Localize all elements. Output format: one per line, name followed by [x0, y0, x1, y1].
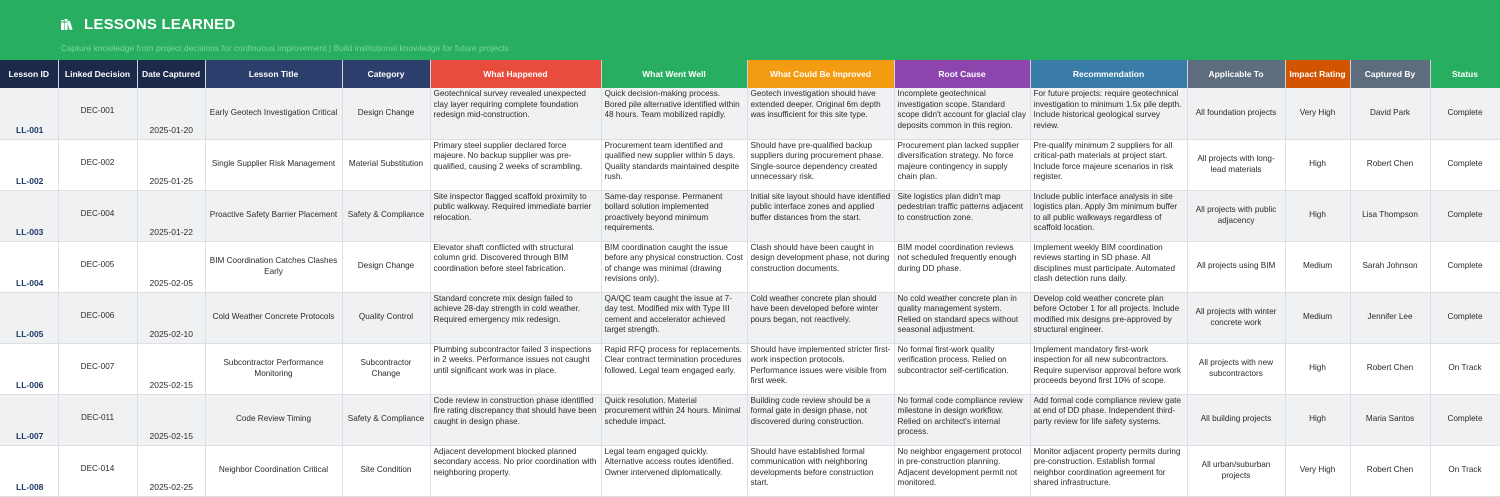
cell-well[interactable]	[601, 343, 747, 394]
lesson-id: LL-003	[16, 226, 44, 237]
cell-happened-text: Plumbing subcontractor failed 3 inspections in 2 weeks. Performance issues not caught until significant work was in place.	[433, 344, 592, 375]
table-row[interactable]	[0, 445, 1500, 496]
cell-id[interactable]	[0, 241, 58, 292]
cell-improve[interactable]	[747, 394, 894, 445]
cell-category[interactable]: Design Change	[342, 88, 430, 139]
cell-id[interactable]	[0, 88, 58, 139]
cell-impact[interactable]: High	[1285, 343, 1350, 394]
cell-status[interactable]: On Track	[1430, 445, 1500, 496]
cell-title[interactable]: Code Review Timing	[205, 394, 342, 445]
cell-recommendation-text: Implement weekly BIM coordination reviews starting in SD phase. All disciplines must participate. Automated clash detection runs daily.	[1033, 242, 1176, 284]
cell-recommendation-text: Pre-qualify minimum 2 suppliers for all critical-path materials at project start. Include force majeure scenarios in risk register.	[1033, 140, 1174, 182]
cell-improve[interactable]	[747, 139, 894, 190]
cell-root[interactable]	[894, 394, 1030, 445]
cell-status[interactable]: Complete	[1430, 241, 1500, 292]
cell-title[interactable]: Neighbor Coordination Critical	[205, 445, 342, 496]
cell-happened[interactable]	[430, 445, 601, 496]
cell-improve[interactable]	[747, 88, 894, 139]
cell-recommendation[interactable]	[1030, 88, 1187, 139]
header-banner	[0, 0, 1500, 60]
cell-decision[interactable]: DEC-014	[58, 445, 137, 496]
table-row[interactable]	[0, 292, 1500, 343]
cell-captured-by[interactable]: Lisa Thompson	[1350, 190, 1430, 241]
cell-id[interactable]	[0, 343, 58, 394]
cell-applicable[interactable]: All projects with winter concrete work	[1187, 292, 1285, 343]
cell-title[interactable]: Early Geotech Investigation Critical	[205, 88, 342, 139]
column-header-recommendation[interactable]: Recommendation	[1030, 60, 1187, 88]
cell-applicable[interactable]: All building projects	[1187, 394, 1285, 445]
cell-root-text: Site logistics plan didn't map pedestrian traffic patterns adjacent to construction zone.	[897, 191, 1023, 222]
column-header-happened[interactable]: What Happened	[430, 60, 601, 88]
cell-improve[interactable]	[747, 343, 894, 394]
cell-recommendation-text: Include public interface analysis in site logistics plan. Apply 3m minimum buffer to all public walkways regardless of scaffold location.	[1033, 191, 1178, 233]
cell-well[interactable]	[601, 241, 747, 292]
cell-decision[interactable]: DEC-004	[58, 190, 137, 241]
cell-happened[interactable]	[430, 88, 601, 139]
cell-captured-by[interactable]: Robert Chen	[1350, 445, 1430, 496]
cell-decision[interactable]: DEC-002	[58, 139, 137, 190]
lesson-id: LL-007	[16, 430, 44, 441]
cell-captured-by[interactable]: Robert Chen	[1350, 139, 1430, 190]
cell-well-text: BIM coordination caught the issue before any physical construction. Cost of change was minimal (drawing revisions only).	[604, 242, 743, 284]
cell-date[interactable]	[137, 343, 205, 394]
lesson-id: LL-006	[16, 379, 44, 390]
lessons-table	[0, 60, 1500, 497]
cell-improve[interactable]	[747, 241, 894, 292]
cell-well[interactable]	[601, 190, 747, 241]
cell-impact[interactable]: High	[1285, 394, 1350, 445]
cell-recommendation-text: Implement mandatory first-work inspection for all new subcontractors. Require supervisor approval before work proceeds beyond first 10% of scope.	[1033, 344, 1181, 386]
cell-id[interactable]	[0, 292, 58, 343]
cell-recommendation[interactable]	[1030, 292, 1187, 343]
cell-decision[interactable]: DEC-005	[58, 241, 137, 292]
cell-date[interactable]	[137, 292, 205, 343]
cell-captured-by[interactable]: Sarah Johnson	[1350, 241, 1430, 292]
cell-root[interactable]	[894, 88, 1030, 139]
cell-recommendation[interactable]	[1030, 394, 1187, 445]
cell-status[interactable]: On Track	[1430, 343, 1500, 394]
cell-recommendation-text: Monitor adjacent property permits during pre-construction. Establish formal neighbor coordination agreement for shared infrastructure.	[1033, 446, 1181, 488]
cell-status[interactable]: Complete	[1430, 394, 1500, 445]
table-row[interactable]	[0, 343, 1500, 394]
cell-decision[interactable]: DEC-006	[58, 292, 137, 343]
cell-happened[interactable]	[430, 394, 601, 445]
cell-category[interactable]: Safety & Compliance	[342, 190, 430, 241]
cell-improve[interactable]	[747, 190, 894, 241]
cell-happened-text: Primary steel supplier declared force majeure. No backup supplier was pre-qualified, causing 2 weeks of scrambling.	[433, 140, 583, 171]
cell-title[interactable]: Cold Weather Concrete Protocols	[205, 292, 342, 343]
cell-id[interactable]	[0, 394, 58, 445]
cell-title[interactable]: Single Supplier Risk Management	[205, 139, 342, 190]
cell-recommendation-text: Develop cold weather concrete plan before October 1 for all projects. Include modified mix designs pre-approved by structural engineer.	[1033, 293, 1180, 335]
cell-captured-by[interactable]: Maria Santos	[1350, 394, 1430, 445]
cell-date[interactable]	[137, 241, 205, 292]
cell-improve-text: Should have implemented stricter first-work inspection protocols. Performance issues were visible from first week.	[750, 344, 891, 386]
cell-applicable[interactable]: All projects using BIM	[1187, 241, 1285, 292]
cell-category[interactable]: Safety & Compliance	[342, 394, 430, 445]
cell-root-text: No neighbor engagement protocol in pre-construction planning. Adjacent development permit not monitored.	[897, 446, 1022, 488]
lesson-id: LL-001	[16, 124, 44, 135]
cell-happened[interactable]	[430, 343, 601, 394]
cell-impact[interactable]: Medium	[1285, 241, 1350, 292]
cell-improve-text: Building code review should be a formal gate in design phase, not discovered during construction.	[750, 395, 871, 426]
cell-id[interactable]	[0, 139, 58, 190]
date-captured: 2025-01-20	[149, 124, 193, 135]
cell-happened-text: Elevator shaft conflicted with structural column grid. Discovered through BIM coordination before steel fabrication.	[433, 242, 574, 273]
cell-improve-text: Initial site layout should have identified public interface zones and applied buffer distances from the start.	[750, 191, 891, 222]
date-captured: 2025-01-22	[149, 226, 193, 237]
cell-root-text: Procurement plan lacked supplier diversification strategy. No force majeure contingency in supply chain plan.	[897, 140, 1020, 182]
cell-well-text: Quick decision-making process. Bored pile alternative identified within 48 hours. Team mobilized rapidly.	[604, 89, 740, 120]
page-title-text: LESSONS LEARNED	[84, 15, 236, 33]
table-row[interactable]	[0, 139, 1500, 190]
cell-recommendation[interactable]	[1030, 139, 1187, 190]
column-header-title[interactable]: Lesson Title	[205, 60, 342, 88]
cell-decision[interactable]: DEC-011	[58, 394, 137, 445]
cell-status[interactable]: Complete	[1430, 139, 1500, 190]
column-header-improve[interactable]: What Could Be Improved	[747, 60, 894, 88]
cell-impact[interactable]: High	[1285, 139, 1350, 190]
cell-id[interactable]	[0, 445, 58, 496]
cell-applicable[interactable]: All projects with long-lead materials	[1187, 139, 1285, 190]
cell-happened-text: Adjacent development blocked planned secondary access. No prior coordination with neighboring property.	[433, 446, 597, 477]
cell-root[interactable]	[894, 139, 1030, 190]
cell-well-text: QA/QC team caught the issue at 7-day test. Modified mix with Type III cement and accelerator achieved target strength.	[604, 293, 732, 335]
cell-impact[interactable]: Very High	[1285, 445, 1350, 496]
table-row[interactable]	[0, 190, 1500, 241]
table-row[interactable]	[0, 394, 1500, 445]
column-header-category[interactable]: Category	[342, 60, 430, 88]
date-captured: 2025-01-25	[149, 175, 193, 186]
cell-decision[interactable]: DEC-001	[58, 88, 137, 139]
cell-improve-text: Geotech investigation should have extended deeper. Original 6m depth was insufficient for this site type.	[750, 89, 881, 120]
cell-happened[interactable]	[430, 139, 601, 190]
cell-status[interactable]: Complete	[1430, 88, 1500, 139]
cell-category[interactable]: Design Change	[342, 241, 430, 292]
cell-id[interactable]	[0, 190, 58, 241]
cell-well[interactable]	[601, 139, 747, 190]
cell-recommendation[interactable]	[1030, 190, 1187, 241]
cell-well-text: Procurement team identified and qualified new supplier within 5 days. Quality standards maintained despite rush.	[604, 140, 740, 182]
date-captured: 2025-02-05	[149, 277, 193, 288]
column-header-status[interactable]: Status	[1430, 60, 1500, 88]
cell-well-text: Legal team engaged quickly. Alternative access routes identified. Owner intervened diplomatically.	[604, 446, 734, 477]
date-captured: 2025-02-25	[149, 481, 193, 492]
cell-recommendation-text: Add formal code compliance review gate at end of DD phase. Independent third-party review for life safety systems.	[1033, 395, 1181, 426]
cell-well[interactable]	[601, 394, 747, 445]
column-header-date[interactable]: Date Captured	[137, 60, 205, 88]
cell-recommendation[interactable]	[1030, 445, 1187, 496]
cell-root[interactable]	[894, 343, 1030, 394]
cell-happened-text: Site inspector flagged scaffold proximity to public walkway. Required immediate barrier relocation.	[433, 191, 592, 222]
cell-happened-text: Code review in construction phase identified fire rating discrepancy that should have been caught in design phase.	[433, 395, 597, 426]
page-title	[61, 13, 235, 35]
cell-date[interactable]	[137, 139, 205, 190]
column-header-applicable[interactable]: Applicable To	[1187, 60, 1285, 88]
cell-captured-by[interactable]: Robert Chen	[1350, 343, 1430, 394]
lesson-id: LL-008	[16, 481, 44, 492]
cell-well[interactable]	[601, 88, 747, 139]
cell-root-text: BIM model coordination reviews not scheduled frequently enough during DD phase.	[897, 242, 1017, 273]
cell-captured-by[interactable]: David Park	[1350, 88, 1430, 139]
cell-decision[interactable]: DEC-007	[58, 343, 137, 394]
table-body	[0, 88, 1500, 496]
column-header-impact[interactable]: Impact Rating	[1285, 60, 1350, 88]
cell-applicable[interactable]: All foundation projects	[1187, 88, 1285, 139]
cell-impact[interactable]: High	[1285, 190, 1350, 241]
cell-happened[interactable]	[430, 190, 601, 241]
cell-applicable[interactable]: All projects with public adjacency	[1187, 190, 1285, 241]
cell-improve[interactable]	[747, 445, 894, 496]
cell-root[interactable]	[894, 445, 1030, 496]
cell-root[interactable]	[894, 190, 1030, 241]
lesson-id: LL-004	[16, 277, 44, 288]
cell-category[interactable]: Site Condition	[342, 445, 430, 496]
cell-category[interactable]: Quality Control	[342, 292, 430, 343]
cell-recommendation-text: For future projects: require geotechnical investigation to minimum 1.5x pile depth. Include historical geological survey review.	[1033, 89, 1182, 130]
cell-root-text: No cold weather concrete plan in quality management system. Relied on standard specs without seasonal adjustment.	[897, 293, 1019, 335]
date-captured: 2025-02-15	[149, 379, 193, 390]
table-row[interactable]	[0, 88, 1500, 139]
cell-root-text: No formal code compliance review milestone in design workflow. Relied on architect's internal process.	[897, 395, 1023, 437]
cell-title[interactable]: BIM Coordination Catches Clashes Early	[205, 241, 342, 292]
cell-happened[interactable]	[430, 241, 601, 292]
cell-recommendation[interactable]	[1030, 343, 1187, 394]
cell-well-text: Same-day response. Permanent bollard solution implemented proactively beyond minimum requirements.	[604, 191, 723, 233]
cell-root-text: No formal first-work quality verification process. Relied on subcontractor self-certification.	[897, 344, 1009, 375]
cell-root[interactable]	[894, 292, 1030, 343]
cell-well-text: Quick resolution. Material procurement within 24 hours. Minimal schedule impact.	[604, 395, 741, 426]
cell-applicable[interactable]: All projects with new subcontractors	[1187, 343, 1285, 394]
lesson-id: LL-005	[16, 328, 44, 339]
cell-status[interactable]: Complete	[1430, 190, 1500, 241]
date-captured: 2025-02-10	[149, 328, 193, 339]
column-header-root[interactable]: Root Cause	[894, 60, 1030, 88]
table-row[interactable]	[0, 241, 1500, 292]
cell-status[interactable]: Complete	[1430, 292, 1500, 343]
cell-date[interactable]	[137, 394, 205, 445]
cell-title[interactable]: Proactive Safety Barrier Placement	[205, 190, 342, 241]
cell-improve-text: Should have pre-qualified backup suppliers during procurement phase. Single-source dependency created unnecessary risk.	[750, 140, 884, 182]
lesson-id: LL-002	[16, 175, 44, 186]
books-icon	[61, 19, 75, 30]
cell-captured-by[interactable]: Jennifer Lee	[1350, 292, 1430, 343]
cell-improve-text: Clash should have been caught in design development phase, not during construction documents.	[750, 242, 890, 273]
cell-category[interactable]: Material Substitution	[342, 139, 430, 190]
cell-date[interactable]	[137, 88, 205, 139]
cell-title[interactable]: Subcontractor Performance Monitoring	[205, 343, 342, 394]
cell-improve-text: Cold weather concrete plan should have been developed before winter pours began, not reactively.	[750, 293, 879, 324]
cell-improve-text: Should have established formal communication with neighboring developments before construction start.	[750, 446, 874, 488]
cell-date[interactable]	[137, 445, 205, 496]
cell-well[interactable]	[601, 445, 747, 496]
cell-recommendation[interactable]	[1030, 241, 1187, 292]
cell-well-text: Rapid RFQ process for replacements. Clear contract termination procedures followed. Legal team engaged early.	[604, 344, 742, 375]
column-header-captured-by[interactable]: Captured By	[1350, 60, 1430, 88]
cell-happened-text: Standard concrete mix design failed to achieve 28-day strength in cold weather. Required emergency mix redesign.	[433, 293, 581, 324]
cell-root-text: Incomplete geotechnical investigation scope. Standard scope didn't account for glacial clay deposits common in this region.	[897, 89, 1027, 130]
date-captured: 2025-02-15	[149, 430, 193, 441]
cell-applicable[interactable]: All urban/suburban projects	[1187, 445, 1285, 496]
cell-happened[interactable]	[430, 292, 601, 343]
page-subtitle: Capture knowledge from project decisions for continuous improvement | Build institutional knowledge for future projects	[61, 43, 509, 53]
cell-impact[interactable]: Medium	[1285, 292, 1350, 343]
table-header-row	[0, 60, 1500, 88]
cell-happened-text: Geotechnical survey revealed unexpected clay layer requiring complete foundation redesign mid-construction.	[433, 89, 586, 120]
cell-well[interactable]	[601, 292, 747, 343]
cell-improve[interactable]	[747, 292, 894, 343]
cell-impact[interactable]: Very High	[1285, 88, 1350, 139]
cell-category[interactable]: Subcontractor Change	[342, 343, 430, 394]
column-header-well[interactable]: What Went Well	[601, 60, 747, 88]
cell-root[interactable]	[894, 241, 1030, 292]
column-header-id[interactable]: Lesson ID	[0, 60, 58, 88]
cell-date[interactable]	[137, 190, 205, 241]
column-header-decision[interactable]: Linked Decision	[58, 60, 137, 88]
